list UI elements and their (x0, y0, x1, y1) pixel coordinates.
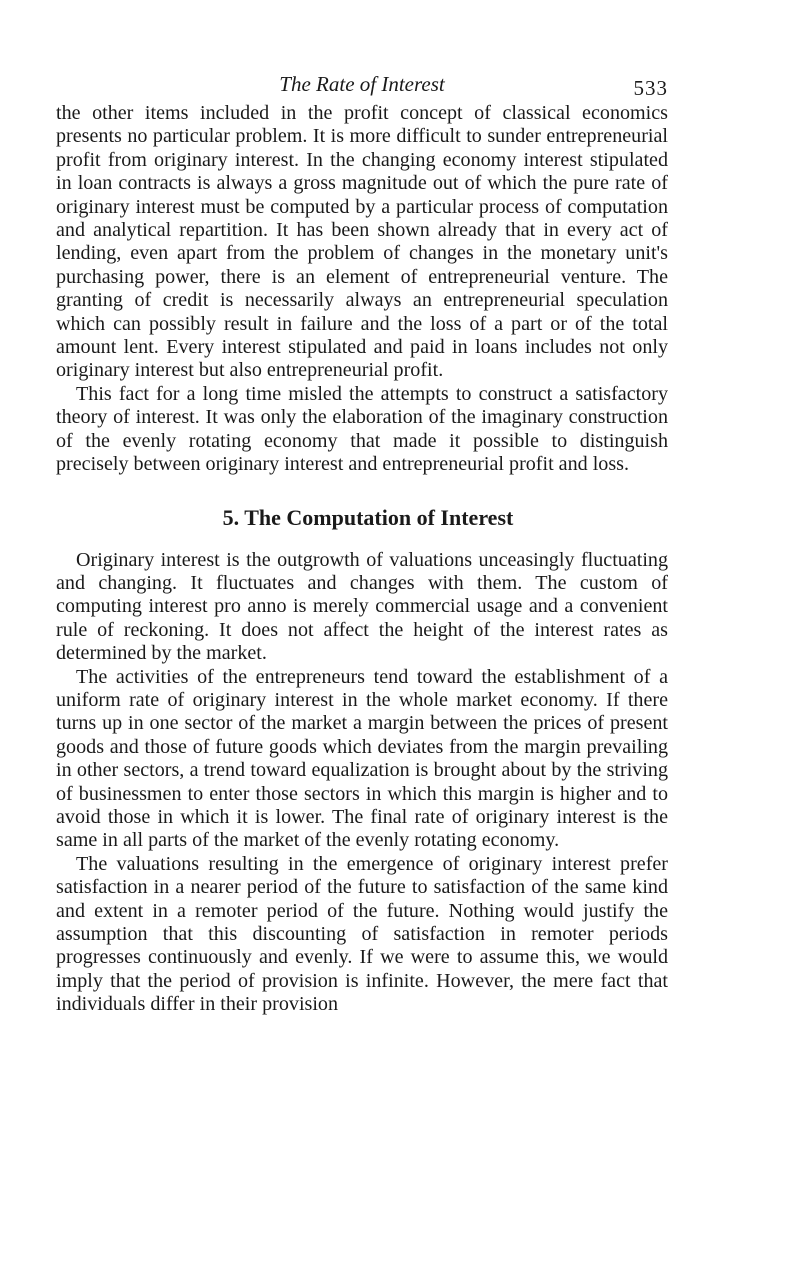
body-paragraph: the other items included in the profit concept of classical economics presents no particular problem. It is more difficult to sunder entrepreneurial profit from originary interest. In the changing economy interest stipulated in loan contracts is always a gross magnitude out of which the pure rate of originary interest must be computed by a particular process of computation and analytical repartition. It has been shown already that in every act of lending, even apart from the problem of changes in the monetary unit's purchasing power, there is an element of entrepreneurial venture. The granting of credit is necessarily always an entrepreneurial speculation which can possibly result in failure and the loss of a part or of the total amount lent. Every interest stipulated and paid in loans includes not only originary interest but also entrepreneurial profit. (56, 102, 668, 382)
body-paragraph: The activities of the entrepreneurs tend toward the establishment of a uniform rate of originary interest in the whole market economy. If there turns up in one sector of the market a margin between the prices of present goods and those of future goods which deviates from the margin prevailing in other sectors, a trend toward equalization is brought about by the striving of businessmen to enter those sectors in which this margin is higher and to avoid those in which it is lower. The final rate of originary interest is the same in all parts of the market of the evenly rotating economy. (56, 665, 668, 852)
running-head (56, 72, 668, 102)
section-heading: 5. The Computation of Interest (222, 504, 514, 530)
running-title: The Rate of Interest (279, 72, 445, 96)
body-paragraph: This fact for a long time misled the attempts to construct a satisfactory theory of interest. It was only the elaboration of the imaginary construction of the evenly rotating economy that made it possible to distinguish precisely between originary interest and entrepreneurial profit and loss. (56, 382, 668, 476)
body-paragraph: The valuations resulting in the emergence of originary interest prefer satisfaction in a nearer period of the future to satisfaction of the same kind and extent in a remoter period of the future. Nothing would justify the assumption that this discounting of satisfaction in remoter periods progresses continuously and evenly. If we were to assume this, we would imply that the period of provision is infinite. However, the mere fact that individuals differ in their provision (56, 852, 668, 1016)
book-page (56, 72, 668, 1017)
page-number: 533 (633, 76, 668, 100)
body-paragraph: Originary interest is the outgrowth of valuations unceasingly fluctuating and changing. It fluctuates and changes with them. The custom of computing interest pro anno is merely commercial usage and a convenient rule of reckoning. It does not affect the height of the interest rates as determined by the market. (56, 548, 668, 665)
